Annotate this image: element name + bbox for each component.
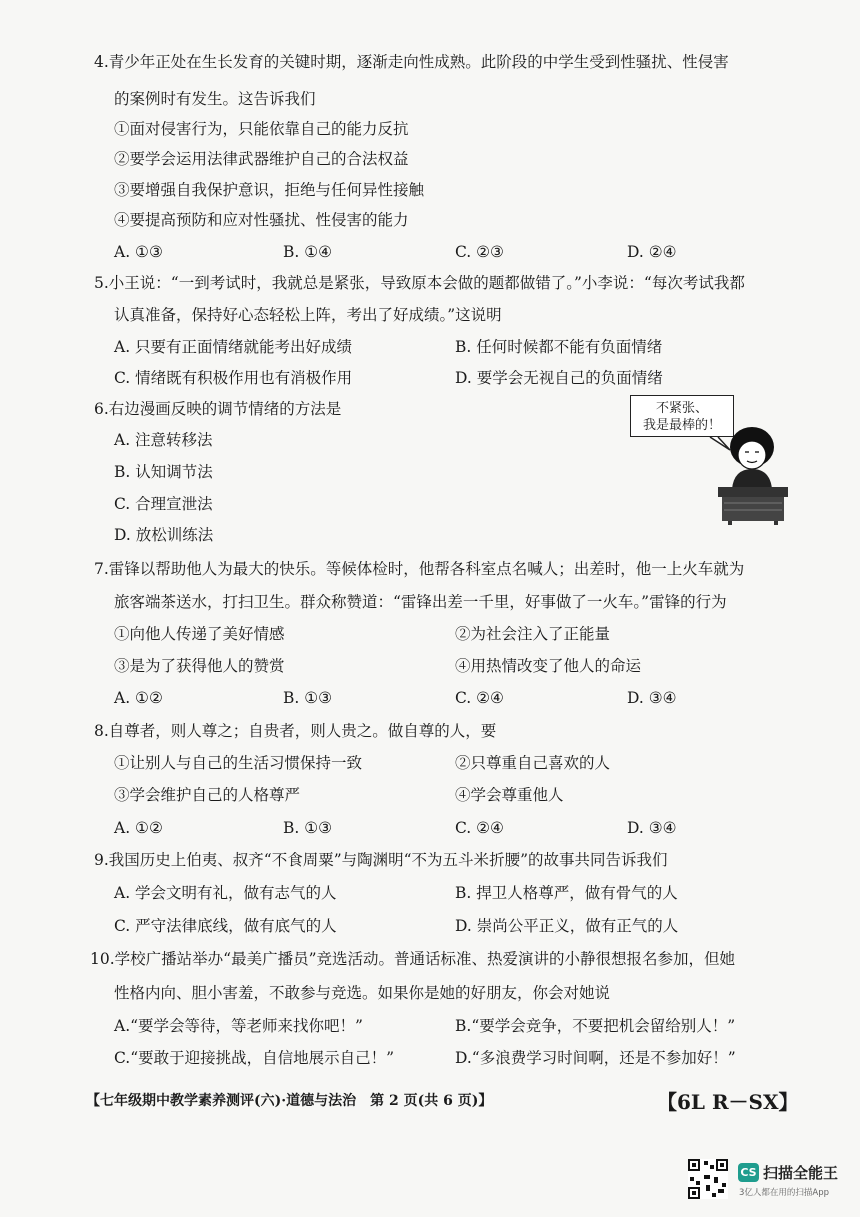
q8-statement-3: ③学会维护自己的人格尊严 [114, 786, 301, 804]
q6-option-b: B. 认知调节法 [114, 463, 213, 481]
q5-stem-line2: 认真准备，保持好心态轻松上阵，考出了好成绩。”这说明 [114, 306, 502, 324]
q7-stem-line1: 7.雷锋以帮助他人为最大的快乐。等候体检时，他帮各科室点名喊人；出差时，他一上火车就为 [94, 560, 745, 578]
q10-option-c: C.“要敢于迎接挑战，自信地展示自己！” [114, 1049, 395, 1067]
q4-statement-2: ②要学会运用法律武器维护自己的合法权益 [114, 150, 409, 168]
q10-option-b: B.“要学会竞争，不要把机会留给别人！” [455, 1017, 736, 1035]
q6-option-c: C. 合理宣泄法 [114, 495, 213, 513]
q8-option-a: A. ①② [114, 819, 163, 837]
q10-option-d: D.“多浪费学习时间啊，还是不参加好！” [455, 1049, 736, 1067]
q9-option-d: D. 崇尚公平正义，做有正气的人 [455, 917, 679, 935]
q10-stem-line2: 性格内向、胆小害羞，不敢参与竞选。如果你是她的好朋友，你会对她说 [114, 984, 611, 1002]
camscanner-logo-icon: CS [738, 1163, 759, 1182]
q4-stem-line1: 4.青少年正处在生长发育的关键时期，逐渐走向性成熟。此阶段的中学生受到性骚扰、性侵害 [94, 53, 729, 71]
q7-option-c: C. ②④ [455, 689, 504, 707]
q6-option-d: D. 放松训练法 [114, 526, 214, 544]
page-footer-info: 【七年级期中教学素养测评(六)·道德与法治 第 2 页(共 6 页)】 [86, 1093, 493, 1109]
q8-statement-1: ①让别人与自己的生活习惯保持一致 [114, 754, 363, 772]
q5-option-c: C. 情绪既有积极作用也有消极作用 [114, 369, 353, 387]
qr-code-icon [688, 1159, 728, 1199]
q4-statement-4: ④要提高预防和应对性骚扰、性侵害的能力 [114, 211, 409, 229]
q8-option-d: D. ③④ [627, 819, 677, 837]
scanner-app-name: 扫描全能王 [763, 1164, 839, 1182]
scanner-tagline: 3亿人都在用的扫描App [739, 1188, 830, 1198]
q8-option-b: B. ①③ [283, 819, 333, 837]
q4-statement-1: ①面对侵害行为，只能依靠自己的能力反抗 [114, 120, 409, 138]
q9-stem: 9.我国历史上伯夷、叔齐“不食周粟”与陶渊明“不为五斗米折腰”的故事共同告诉我们 [94, 851, 668, 869]
page-footer-code: 【6L R－SX】 [657, 1090, 799, 1114]
q8-option-c: C. ②④ [455, 819, 504, 837]
student-at-desk-illustration [620, 395, 800, 525]
q7-stem-line2: 旅客端茶送水，打扫卫生。群众称赞道：“雷锋出差一千里，好事做了一火车。”雷锋的行为 [114, 593, 727, 611]
q4-option-c: C. ②③ [455, 243, 504, 261]
q10-stem-line1: 10.学校广播站举办“最美广播员”竞选活动。普通话标准、热爱演讲的小静很想报名参加，但她 [90, 950, 736, 968]
q7-option-a: A. ①② [114, 689, 163, 707]
bubble-line-1: 不紧张、 [655, 401, 708, 416]
q4-stem-line2: 的案例时有发生。这告诉我们 [114, 90, 316, 108]
q9-option-a: A. 学会文明有礼，做有志气的人 [114, 884, 337, 902]
q8-stem: 8.自尊者，则人尊之；自贵者，则人贵之。做自尊的人，要 [94, 722, 497, 740]
q6-stem: 6.右边漫画反映的调节情绪的方法是 [94, 400, 342, 418]
q8-statement-2: ②只尊重自己喜欢的人 [455, 754, 611, 772]
q7-statement-4: ④用热情改变了他人的命运 [455, 657, 642, 675]
q4-option-a: A. ①③ [114, 243, 163, 261]
q9-option-c: C. 严守法律底线，做有底气的人 [114, 917, 337, 935]
q4-statement-3: ③要增强自我保护意识，拒绝与任何异性接触 [114, 181, 425, 199]
q7-statement-3: ③是为了获得他人的赞赏 [114, 657, 285, 675]
q7-statement-2: ②为社会注入了正能量 [455, 625, 611, 643]
q5-option-a: A. 只要有正面情绪就能考出好成绩 [114, 338, 353, 356]
q7-option-d: D. ③④ [627, 689, 677, 707]
q7-statement-1: ①向他人传递了美好情感 [114, 625, 285, 643]
q6-cartoon [620, 395, 800, 525]
q5-option-d: D. 要学会无视自己的负面情绪 [455, 369, 663, 387]
bubble-line-2: 我是最棒的！ [642, 418, 721, 433]
q10-option-a: A.“要学会等待，等老师来找你吧！” [114, 1017, 363, 1035]
q5-option-b: B. 任何时候都不能有负面情绪 [455, 338, 663, 356]
q4-option-b: B. ①④ [283, 243, 333, 261]
q4-option-d: D. ②④ [627, 243, 677, 261]
q8-statement-4: ④学会尊重他人 [455, 786, 564, 804]
q7-option-b: B. ①③ [283, 689, 333, 707]
q5-stem-line1: 5.小王说：“一到考试时，我就总是紧张，导致原本会做的题都做错了。”小李说：“每次考试我都 [94, 274, 745, 292]
q9-option-b: B. 捍卫人格尊严，做有骨气的人 [455, 884, 678, 902]
q6-option-a: A. 注意转移法 [114, 431, 213, 449]
